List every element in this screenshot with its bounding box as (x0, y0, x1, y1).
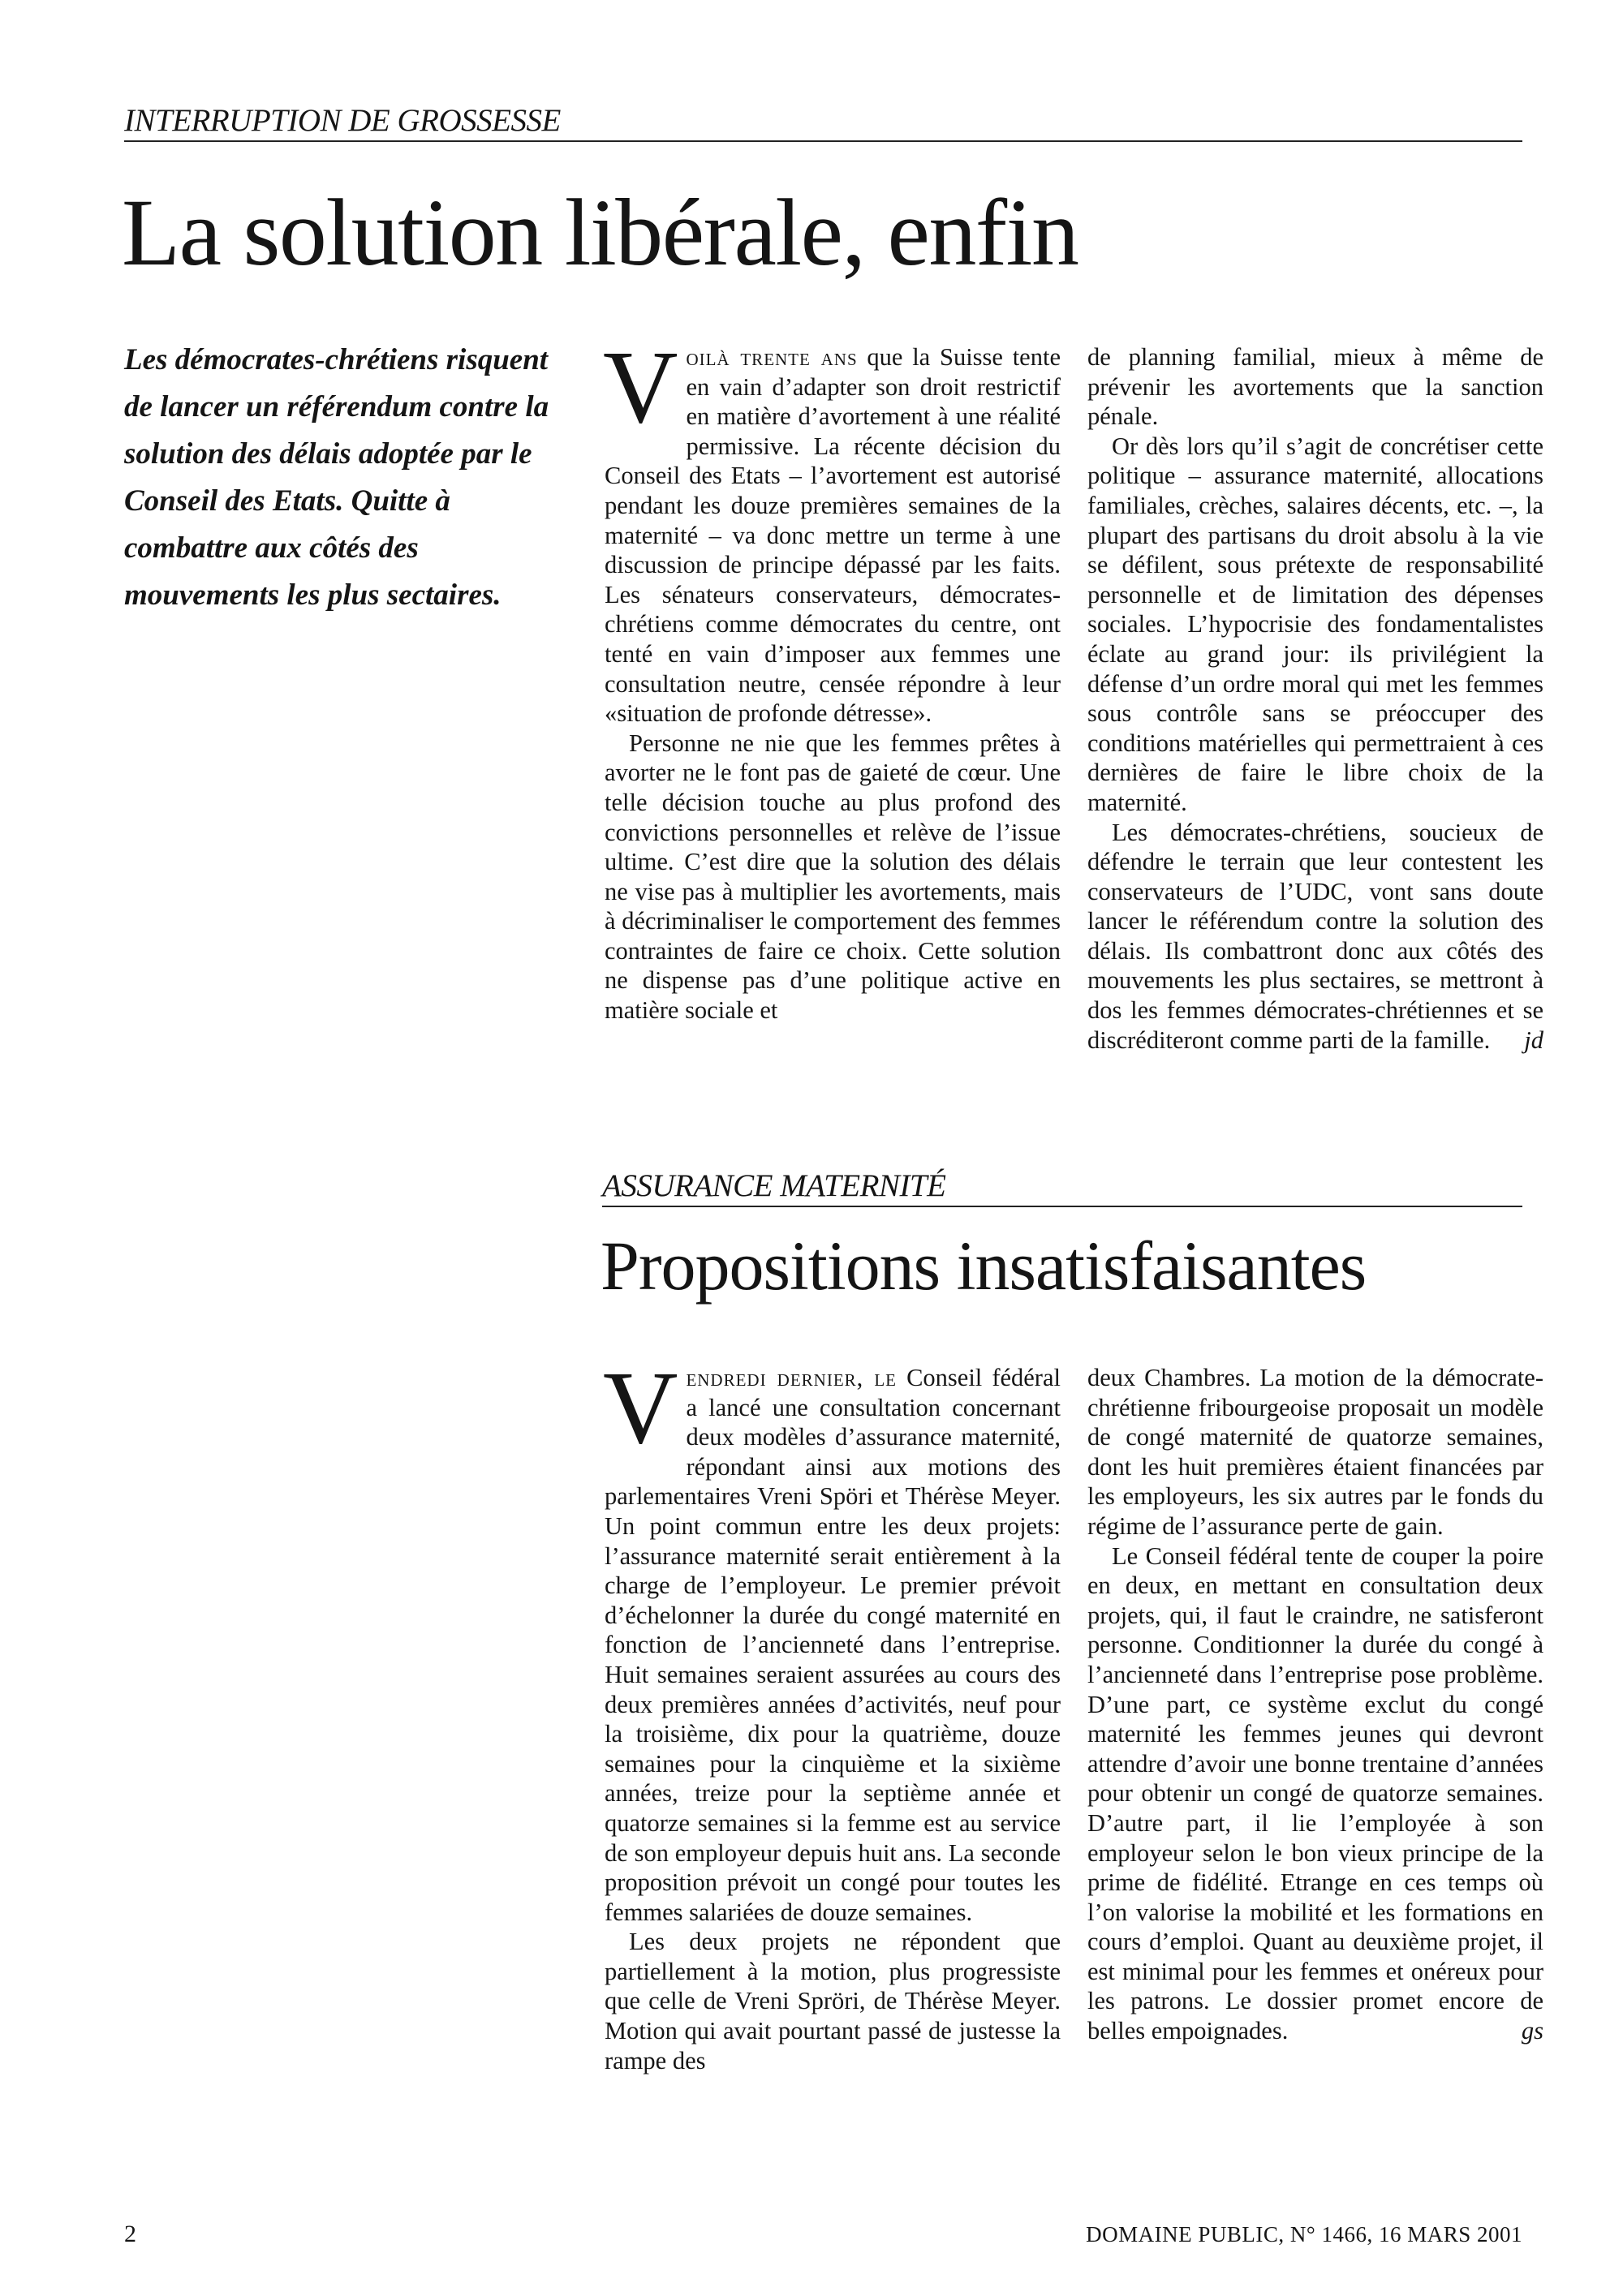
article-title-propositions: Propositions insatisfaisantes (601, 1227, 1367, 1305)
lead-in-smallcaps: endredi dernier, le (686, 1364, 897, 1391)
section-kicker-assurance: ASSURANCE MATERNITÉ (602, 1168, 1522, 1207)
article2-paragraph-1 (603, 1350, 1061, 1927)
article2-paragraph-3 (1087, 1541, 1543, 2046)
article2-paragraph-2b: deux Chambres. La motion de la démocrate-chrétienne fribourgeoise proposait un modèle de congé maternité de quatorze semaines, dont les huit premières étaient financées par les employeurs, les six autres par le fonds du régime de l’assurance perte de gain. (1087, 1364, 1543, 1540)
article1-paragraph-4 (1087, 818, 1543, 1056)
article2-column-2 (1087, 1363, 1543, 2046)
article1-paragraph-1 (603, 329, 1061, 729)
lead-in-smallcaps: oilà trente ans (686, 343, 858, 371)
article2-column-1 (603, 1350, 1061, 2075)
article1-paragraph-3: Or dès lors qu’il s’agit de concrétiser cette politique – assurance maternité, allocations familiales, crèches, salaires décents, etc. –, la plupart des partisans du droit absolu à la vie se défilent, sous prétexte de responsabilité personnelle et de limitation des dépenses sociales. L’hypocrisie des fondamentalistes éclate au grand jour: ils privilégient la défense d’un ordre moral qui met les femmes sous contrôle sans se préoccuper des conditions matérielles qui permettraient à ces dernières de faire le libre choix de la maternité. (1087, 432, 1543, 816)
article1-paragraph-2b: de planning familial, mieux à même de prévenir les avortements que la sanction pénale. (1087, 343, 1543, 431)
article2-paragraph-2a: Les deux projets ne répondent que partiellement à la motion, plus progressiste que celle de Vreni Spröri, de Thérèse Meyer. Motion qui avait pourtant passé de justesse la rampe des (605, 1928, 1061, 2075)
article1-column-2 (1087, 342, 1543, 1055)
issue-info: DOMAINE PUBLIC, N° 1466, 16 MARS 2001 (1086, 2222, 1522, 2247)
article-title-solution-liberale: La solution libérale, enfin (122, 179, 1078, 286)
article1-column-1 (603, 329, 1061, 1025)
author-signature: gs (1521, 2017, 1543, 2045)
drop-cap: V (603, 329, 678, 445)
paragraph-text: Les démocrates-chrétiens, soucieux de défendre le terrain que leur contestent les conservateurs de l’UDC, vont sans doute lancer le référendum contre la solution des délais. Ils combattront donc aux côtés des mouvements les plus sectaires, se mettront à dos les femmes démocrates-chrétiennes et se discréditeront comme parti de la famille. (1087, 818, 1543, 1054)
drop-cap: V (603, 1350, 678, 1465)
section-kicker-interruption: INTERRUPTION DE GROSSESSE (124, 103, 1522, 142)
article1-paragraph-2a: Personne ne nie que les femmes prêtes à avorter ne le font pas de gaieté de cœur. Une telle décision touche au plus profond des convictions personnelles et relève de l’issue ultime. C’est dire que la solution des délais ne vise pas à multiplier les avortements, mais à décriminaliser le comportement des femmes contraintes de faire ce choix. Cette solution ne dispense pas d’une politique active en matière sociale et (605, 729, 1061, 1025)
author-signature: jd (1524, 1025, 1543, 1054)
paragraph-text: Le Conseil fédéral tente de couper la poire en deux, en mettant en consultation deux projets, qui, il faut le craindre, ne satisferont personne. Conditionner la durée du congé à l’ancienneté dans l’entreprise pose problème. D’une part, ce système exclut du congé maternité les femmes jeunes qui devront attendre d’avoir une bonne trentaine d’années pour obtenir un congé de quatorze semaines. D’autre part, il lie l’employée à son employeur selon le bon vieux principe de la prime de fidélité. Etrange en ces temps où l’on valorise la mobilité et les formations en cours d’emploi. Quant au deuxième projet, il est minimal pour les femmes et onéreux pour les patrons. Le dossier promet encore de belles empoignades. (1087, 1541, 1543, 2045)
page-number: 2 (124, 2221, 136, 2247)
paragraph-text: que la Suisse tente en vain d’adapter son droit restrictif en matière d’avortement à une réalité permissive. La récente décision du Conseil des Etats – l’avortement est autorisé pendant les douze premières semaines de la maternité – va donc mettre un terme à une discussion de principe dépassé par les faits. Les sénateurs conservateurs, démocrates-chrétiens comme démocrates du centre, ont tenté en vain d’imposer aux femmes une consultation neutre, censée répondre à leur «situation de profonde détresse». (605, 343, 1061, 728)
article-lede: Les démocrates-chrétiens risquent de lancer un référendum contre la solution des délais adoptée par le Conseil des Etats. Quitte à combattre aux côtés des mouvements les plus sectaires. (124, 343, 549, 612)
paragraph-text: Conseil fédéral a lancé une consultation concernant deux modèles d’assurance maternité, répondant ainsi aux motions des parlementaires Vreni Spöri et Thérèse Meyer. Un point commun entre les deux projets: l’assurance maternité serait entièrement à la charge de l’employeur. Le premier prévoit d’échelonner la durée du congé maternité en fonction de l’ancienneté dans l’entreprise. Huit semaines seraient assurées au cours des deux premières années d’activités, neuf pour la troisième, dix pour la quatrième, douze semaines pour la cinquième et la sixième années, treize pour la septième année et quatorze semaines si la femme est au service de son employeur depuis huit ans. La seconde proposition prévoit un congé pour toutes les femmes salariées de douze semaines. (605, 1364, 1061, 1926)
